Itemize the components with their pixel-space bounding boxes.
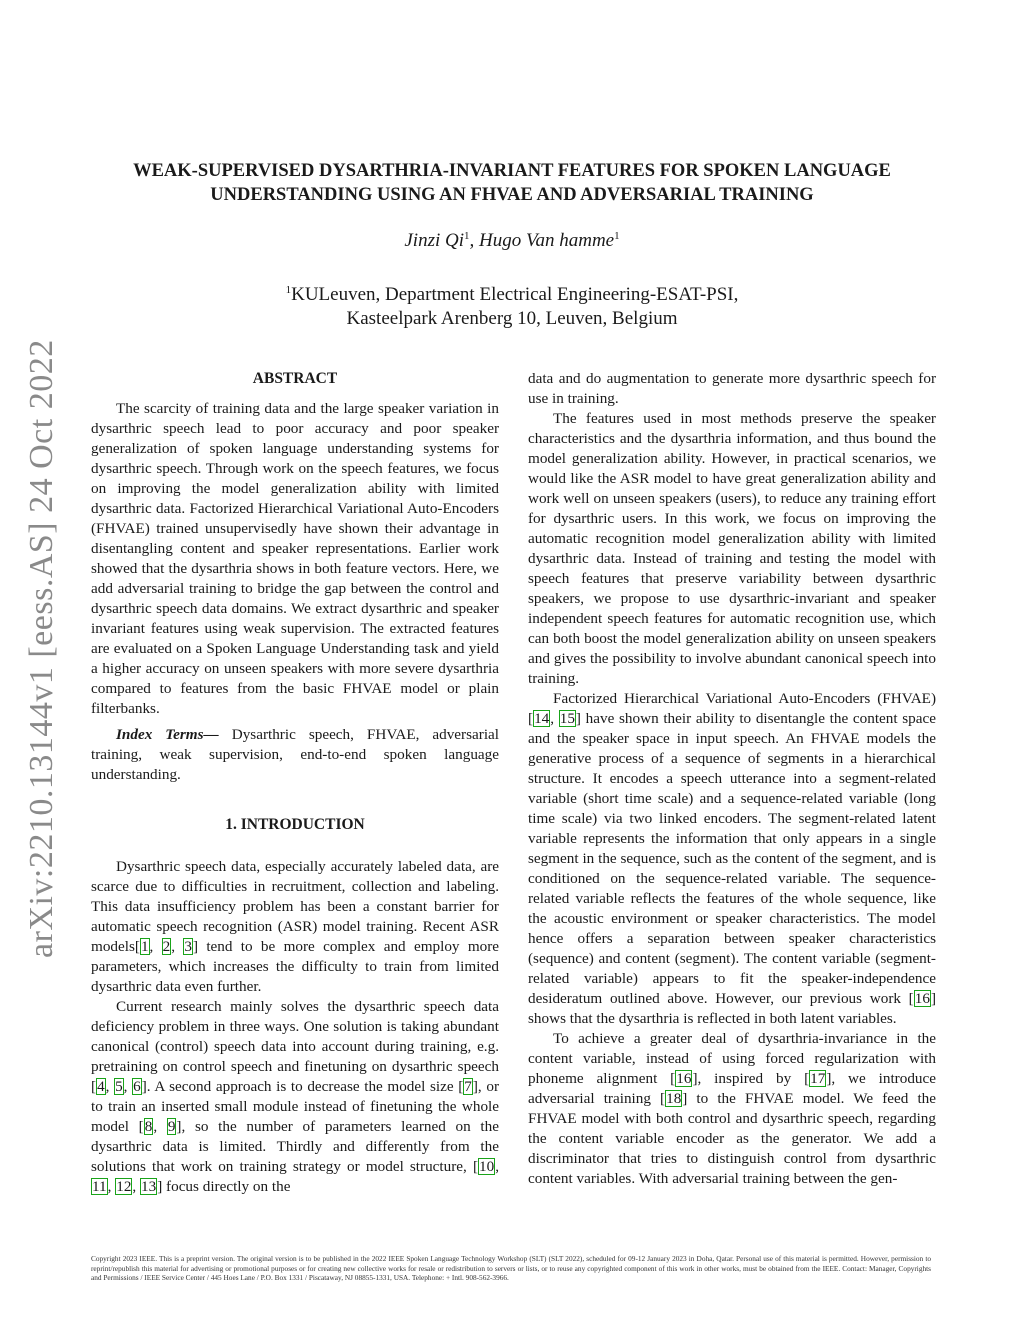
affiliation-line-1-text: KULeuven, Department Electrical Engineering-ESAT-PSI,: [291, 284, 739, 305]
intro-paragraph: To achieve a greater deal of dysarthria-invariance in the content variable, instead of using forced regularization with phoneme alignment [16], inspired by [17], we introduce adversarial training [18] to the FHVAE model. We feed the FHVAE model with both control and dysarthric speech, regarding the content variable encoder as the generator. We add a discriminator that tries to distinguish control from dysarthric content variables. With adversarial training between the gen-: [528, 1030, 937, 1187]
citation-link[interactable]: 17: [810, 1070, 826, 1087]
citation-link[interactable]: 5: [115, 1078, 123, 1095]
citation-link[interactable]: 2: [162, 938, 171, 955]
citation-link[interactable]: 16: [914, 990, 930, 1007]
abstract-text: The scarcity of training data and the large speaker variation in dysarthric speech lead to poor accuracy and poor speaker generalization of spoken language understanding systems for dysarthric speech. Through work on the speech features, we focus on improving the model generalization ability with limited dysarthric data. Factorized Hierarchical Variational Auto-Encoders (FHVAE) trained unsupervisedly have shown their advantage in disentangling content and speaker representations. Earlier work showed that the dysarthria shows in both feature vectors. Here, we add adversarial training to bridge the gap between the control and dysarthric speech data domains. We extract dysarthric and speaker invariant features using weak supervision. The extracted features are evaluated on a Spoken Language Understanding task and yield a higher accuracy on unseen speakers with more severe dysarthria compared to features from the basic FHVAE model or plain filterbanks.: [91, 400, 499, 717]
intro-heading: 1. INTRODUCTION: [225, 816, 365, 833]
author-affil-sup: 1: [614, 230, 620, 242]
citation-link[interactable]: 15: [559, 710, 575, 727]
affiliation-line-2: Kasteelpark Arenberg 10, Leuven, Belgium: [346, 308, 678, 329]
intro-paragraph: Current research mainly solves the dysarthric speech data deficiency problem in three ways. One solution is taking abundant canonical (control) speech data into account during training, e.g. pretraining on control speech and finetuning on dysarthric speech [4, 5, 6]. A second approach is to decrease the model size [7], or to train an inserted small module instead of finetuning the whole model [8, 9], so the number of parameters learned on the dysarthric data is limited. Thirdly and differently from the solutions that work on training strategy or model structure, [10, 11, 12, 13] focus directly on the: [91, 998, 500, 1195]
citation-link[interactable]: 3: [184, 938, 192, 955]
author-affil-sup: 1: [464, 230, 470, 242]
title-line-2: UNDERSTANDING USING AN FHVAE AND ADVERSARIAL TRAINING: [210, 185, 814, 205]
intro-paragraph: The features used in most methods preserve the speaker characteristics and the dysarthria information, and thus bound the model generalization ability. However, in practical scenarios, we would like the ASR model to have great generalization ability and work well on unseen speakers (users), to reduce any training effort for dysarthric users. In this work, we focus on improving the automatic recognition model generalization ability with limited dysarthric data. Instead of training and testing the model with speech features that preserve variability between dysarthric speakers, we propose to use dysarthric-invariant and speaker independent speech features for automatic recognition use, which can both boost the model generalization ability on unseen speakers and gives the possibility to involve abundant canonical speech into training.: [528, 410, 936, 687]
author-name: Hugo Van hamme: [479, 230, 615, 251]
right-column: [528, 369, 936, 1189]
index-terms-label: Index Terms—: [116, 726, 219, 743]
affiliation-sup: 1: [285, 284, 292, 296]
author-name: Jinzi Qi: [404, 230, 465, 251]
intro-paragraph: Factorized Hierarchical Variational Auto-Encoders (FHVAE) [14, 15] have shown their ability to disentangle the content space and the speaker space in input speech. An FHVAE models the generative process of a sequence of segments in a hierarchical structure. It encodes a speech utterance into a segment-related variable (short time scale) and a sequence-related variable (long time scale) via two linked encoders. The segment-related latent variable represents the information that only appears in a single segment in the sequence, such as the content of the segment, and is conditioned on the sequence-related variable. The sequence-related variable reflects the features of the whole sequence, like the acoustic environment or speaker characteristics. The model hence offers a separation between speaker characteristics (sequence) and content (segment). The content variable (segment-related variable) appears to fit the speaker-independence desideratum outlined above. However, our previous work [16] shows that the dysarthria is reflected in both latent variables.: [528, 690, 936, 1027]
citation-link[interactable]: 6: [133, 1078, 141, 1095]
citation-link[interactable]: 8: [144, 1118, 153, 1135]
author-separator: ,: [469, 230, 480, 251]
copyright-footer: Copyright 2023 IEEE. This is a preprint version. The original version is to be published in the 2022 IEEE Spoken Language Technology Workshop (SLT) (SLT 2022), scheduled for 09-12 January 2023 in Doha, Qatar. Personal use of this material is permitted. However, permission to reprint/republish this material for advertising or promotional purposes or for creating new collective works for resale or redistribution to servers or lists, or to reuse any copyrighted component of this work in other works, must be obtained from the IEEE. Contact: Manager, Copyrights and Permissions / IEEE Service Center / 445 Hoes Lane / P.O. Box 1331 / Piscataway, NJ 08855-1331, USA. Telephone: + Intl. 908-562-3966.: [91, 1254, 931, 1282]
affiliation-line-1: [60, 278, 964, 307]
citation-link[interactable]: 14: [534, 710, 550, 727]
title-line-1: WEAK-SUPERVISED DYSARTHRIA-INVARIANT FEATURES FOR SPOKEN LANGUAGE: [133, 161, 891, 181]
arxiv-stamp-text: arXiv:2210.13144v1 [eess.AS] 24 Oct 2022: [23, 339, 60, 958]
index-terms: [91, 725, 499, 785]
citation-link[interactable]: 16: [676, 1070, 692, 1087]
intro-paragraph: Dysarthric speech data, especially accurately labeled data, are scarce due to difficulties in recruitment, collection and labeling. This data insufficiency problem has been a constant barrier for automatic speech recognition (ASR) model training. Recent ASR models[1, 2, 3] tend to be more complex and employ more parameters, which increases the difficulty to train from limited dysarthric data even further.: [91, 858, 500, 995]
citation-link[interactable]: 4: [97, 1078, 105, 1095]
affiliation: [60, 278, 964, 331]
citation-link[interactable]: 7: [464, 1078, 472, 1095]
citation-link[interactable]: 12: [116, 1178, 132, 1195]
authors: [60, 230, 964, 252]
citation-link[interactable]: 13: [141, 1178, 157, 1195]
abstract-heading: ABSTRACT: [252, 370, 338, 387]
paper-title: [60, 159, 964, 207]
citation-link[interactable]: 18: [666, 1090, 682, 1107]
left-column: [91, 369, 499, 1197]
citation-link[interactable]: 9: [167, 1118, 176, 1135]
citation-link[interactable]: 11: [92, 1178, 107, 1195]
index-terms-text: Dysarthric speech, FHVAE, adversarial training, weak supervision, end-to-end spoken language understanding.: [91, 726, 499, 783]
intro-paragraph: data and do augmentation to generate more dysarthric speech for use in training.: [528, 370, 936, 407]
citation-link[interactable]: 1: [140, 938, 149, 955]
citation-link[interactable]: 10: [479, 1158, 495, 1175]
arxiv-stamp: [14, 339, 70, 958]
